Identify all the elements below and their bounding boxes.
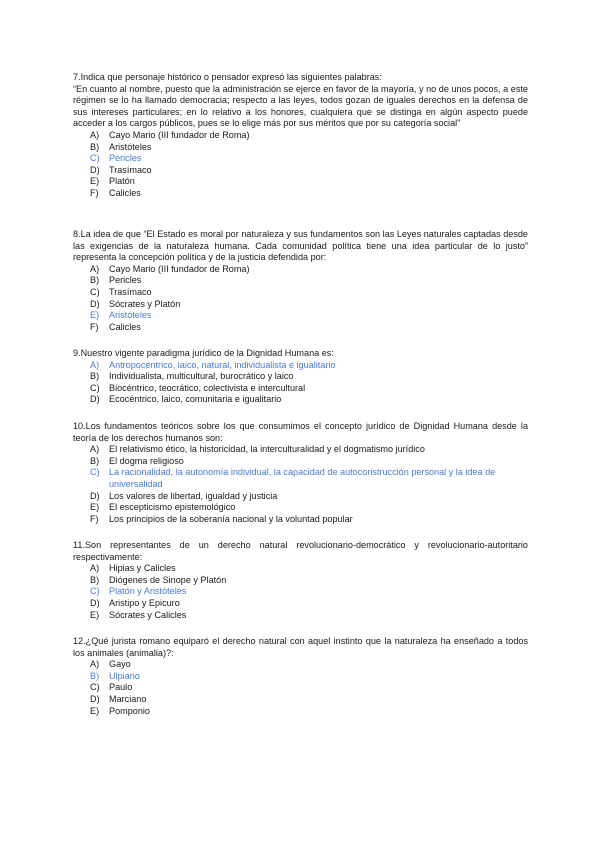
- option-letter: A): [90, 263, 100, 274]
- option-8f[interactable]: [73, 322, 528, 334]
- option-text: Platón y Aristóteles: [109, 586, 187, 597]
- option-letter: A): [90, 444, 100, 455]
- option-text: Ulpiano: [109, 670, 140, 681]
- option-text: Biocéntrico, teocrático, colectivista e intercultural: [109, 382, 306, 393]
- option-12e[interactable]: [73, 706, 528, 718]
- question-10: [73, 421, 528, 525]
- option-letter: C): [90, 682, 100, 693]
- option-text: Cayo Mario (III fundador de Roma): [109, 263, 250, 274]
- question-12-options: [73, 659, 528, 717]
- option-11a[interactable]: [73, 563, 528, 575]
- option-text: Sócrates y Platón: [109, 298, 181, 309]
- option-letter: A): [90, 563, 100, 574]
- option-text: Los valores de libertad, igualdad y justicia: [109, 490, 278, 501]
- option-10d[interactable]: [73, 491, 528, 503]
- option-10f[interactable]: [73, 514, 528, 526]
- option-8a[interactable]: [73, 264, 528, 276]
- option-letter: A): [90, 659, 100, 670]
- option-letter: E): [90, 609, 100, 620]
- option-7c-correct[interactable]: [73, 153, 528, 165]
- option-10c-correct[interactable]: [73, 467, 528, 490]
- question-7-options: [73, 130, 528, 200]
- option-7a[interactable]: [73, 130, 528, 142]
- option-letter: C): [90, 467, 100, 478]
- option-text: Pericles: [109, 153, 142, 164]
- option-7d[interactable]: [73, 165, 528, 177]
- option-10e[interactable]: [73, 502, 528, 514]
- option-text: Calicles: [109, 321, 141, 332]
- question-8-stem: 8.La idea de que “El Estado es moral por naturaleza y sus fundamentos son las Leyes naturales captadas desde las exigencias de la naturaleza humana. Cada comunidad política tiene una idea particular de lo justo” representa la concepción política y de la justicia defendida por:: [73, 229, 528, 263]
- option-text: Individualista, multicultural, burocrático y laico: [109, 371, 294, 382]
- option-letter: B): [90, 455, 100, 466]
- option-text: Aristóteles: [109, 310, 152, 321]
- option-8d[interactable]: [73, 299, 528, 311]
- option-letter: E): [90, 705, 100, 716]
- option-11b[interactable]: [73, 575, 528, 587]
- question-9-stem: 9.Nuestro vigente paradigma jurídico de la Dignidad Humana es:: [73, 348, 334, 358]
- option-10a[interactable]: [73, 444, 528, 456]
- option-text: Trasímaco: [109, 286, 152, 297]
- option-letter: C): [90, 586, 100, 597]
- option-letter: A): [90, 129, 100, 140]
- option-text: Pericles: [109, 275, 142, 286]
- option-9d[interactable]: [73, 394, 528, 406]
- option-letter: C): [90, 286, 100, 297]
- option-7f[interactable]: [73, 188, 528, 200]
- option-text: El relativismo ético, la historicidad, la interculturalidad y el dogmatismo jurídico: [109, 444, 425, 455]
- question-7-quote: “En cuanto al nombre, puesto que la administración se ejerce en favor de la mayoría, y no de unos pocos, a este régimen se lo ha llamado democracia; respecto a las leyes, todos gozan de iguales derechos en la defensa de sus intereses particulares; en lo relativo a los honores, cualquiera que se distinga en algún aspecto puede acceder a los cargos públicos, pues se lo elige más por sus méritos que por su categoría social”: [73, 83, 528, 129]
- option-letter: F): [90, 321, 99, 332]
- option-text: Aristóteles: [109, 141, 152, 152]
- option-letter: D): [90, 693, 100, 704]
- option-letter: B): [90, 275, 100, 286]
- option-8c[interactable]: [73, 287, 528, 299]
- option-text: Hipias y Calicles: [109, 563, 176, 574]
- option-text: Gayo: [109, 659, 131, 670]
- option-9a-correct[interactable]: [73, 360, 528, 372]
- option-7b[interactable]: [73, 142, 528, 154]
- option-text: Sócrates y Calicles: [109, 609, 187, 620]
- option-text: El escepticismo epistemológico: [109, 502, 236, 513]
- option-12c[interactable]: [73, 682, 528, 694]
- option-text: Ecocéntrico, laico, comunitaria e igualitario: [109, 394, 282, 405]
- option-letter: D): [90, 164, 100, 175]
- question-11-stem: 11.Son representantes de un derecho natural revolucionario-democrático y revolucionario-autoritario respectivamente:: [73, 540, 528, 562]
- option-letter: D): [90, 597, 100, 608]
- option-text: La racionalidad, la autonomía individual, la capacidad de autoconstrucción personal y la idea de universalidad: [109, 467, 496, 489]
- question-12: [73, 636, 528, 717]
- option-letter: F): [90, 513, 99, 524]
- option-text: Antropocéntrico, laico, natural, individualista e igualitario: [109, 359, 336, 370]
- option-11c-correct[interactable]: [73, 586, 528, 598]
- option-letter: D): [90, 394, 100, 405]
- option-text: Platón: [109, 176, 135, 187]
- question-7: [73, 72, 528, 200]
- question-9: [73, 348, 528, 406]
- option-text: Los principios de la soberanía nacional y la voluntad popular: [109, 513, 353, 524]
- option-11e[interactable]: [73, 610, 528, 622]
- option-11d[interactable]: [73, 598, 528, 610]
- option-text: Paulo: [109, 682, 133, 693]
- option-text: Marciano: [109, 693, 147, 704]
- question-8: [73, 229, 528, 333]
- option-letter: D): [90, 298, 100, 309]
- option-letter: B): [90, 371, 100, 382]
- option-text: Diógenes de Sinope y Platón: [109, 574, 227, 585]
- option-letter: B): [90, 670, 100, 681]
- option-letter: B): [90, 574, 100, 585]
- question-10-options: [73, 444, 528, 525]
- option-8e-correct[interactable]: [73, 310, 528, 322]
- option-letter: F): [90, 187, 99, 198]
- option-letter: E): [90, 310, 100, 321]
- option-letter: D): [90, 490, 100, 501]
- option-text: Cayo Mario (III fundador de Roma): [109, 129, 250, 140]
- option-text: Trasímaco: [109, 164, 152, 175]
- question-11: [73, 540, 528, 621]
- question-7-stem: 7.Indica que personaje histórico o pensador expresó las siguientes palabras:: [73, 72, 382, 82]
- option-letter: E): [90, 176, 100, 187]
- option-9c[interactable]: [73, 383, 528, 395]
- option-10b[interactable]: [73, 456, 528, 468]
- option-letter: E): [90, 502, 100, 513]
- option-7e[interactable]: [73, 176, 528, 188]
- option-text: El dogma religioso: [109, 455, 184, 466]
- option-text: Calicles: [109, 187, 141, 198]
- question-8-options: [73, 264, 528, 334]
- option-12d[interactable]: [73, 694, 528, 706]
- option-9b[interactable]: [73, 371, 528, 383]
- question-12-stem: 12.¿Qué jurista romano equiparó el derecho natural con aquel instinto que la naturaleza ha enseñado a todos los animales (animalia)?:: [73, 636, 528, 658]
- option-12b-correct[interactable]: [73, 671, 528, 683]
- option-text: Pomponio: [109, 705, 150, 716]
- question-10-stem: 10.Los fundamentos teóricos sobre los que consumimos el concepto jurídico de Dignidad Humana desde la teoría de los derechos humanos son:: [73, 421, 528, 443]
- option-letter: A): [90, 359, 100, 370]
- question-11-options: [73, 563, 528, 621]
- option-12a[interactable]: [73, 659, 528, 671]
- question-9-options: [73, 360, 528, 406]
- option-letter: C): [90, 153, 100, 164]
- option-text: Aristipo y Epicuro: [109, 597, 180, 608]
- option-8b[interactable]: [73, 275, 528, 287]
- option-letter: B): [90, 141, 100, 152]
- option-letter: C): [90, 382, 100, 393]
